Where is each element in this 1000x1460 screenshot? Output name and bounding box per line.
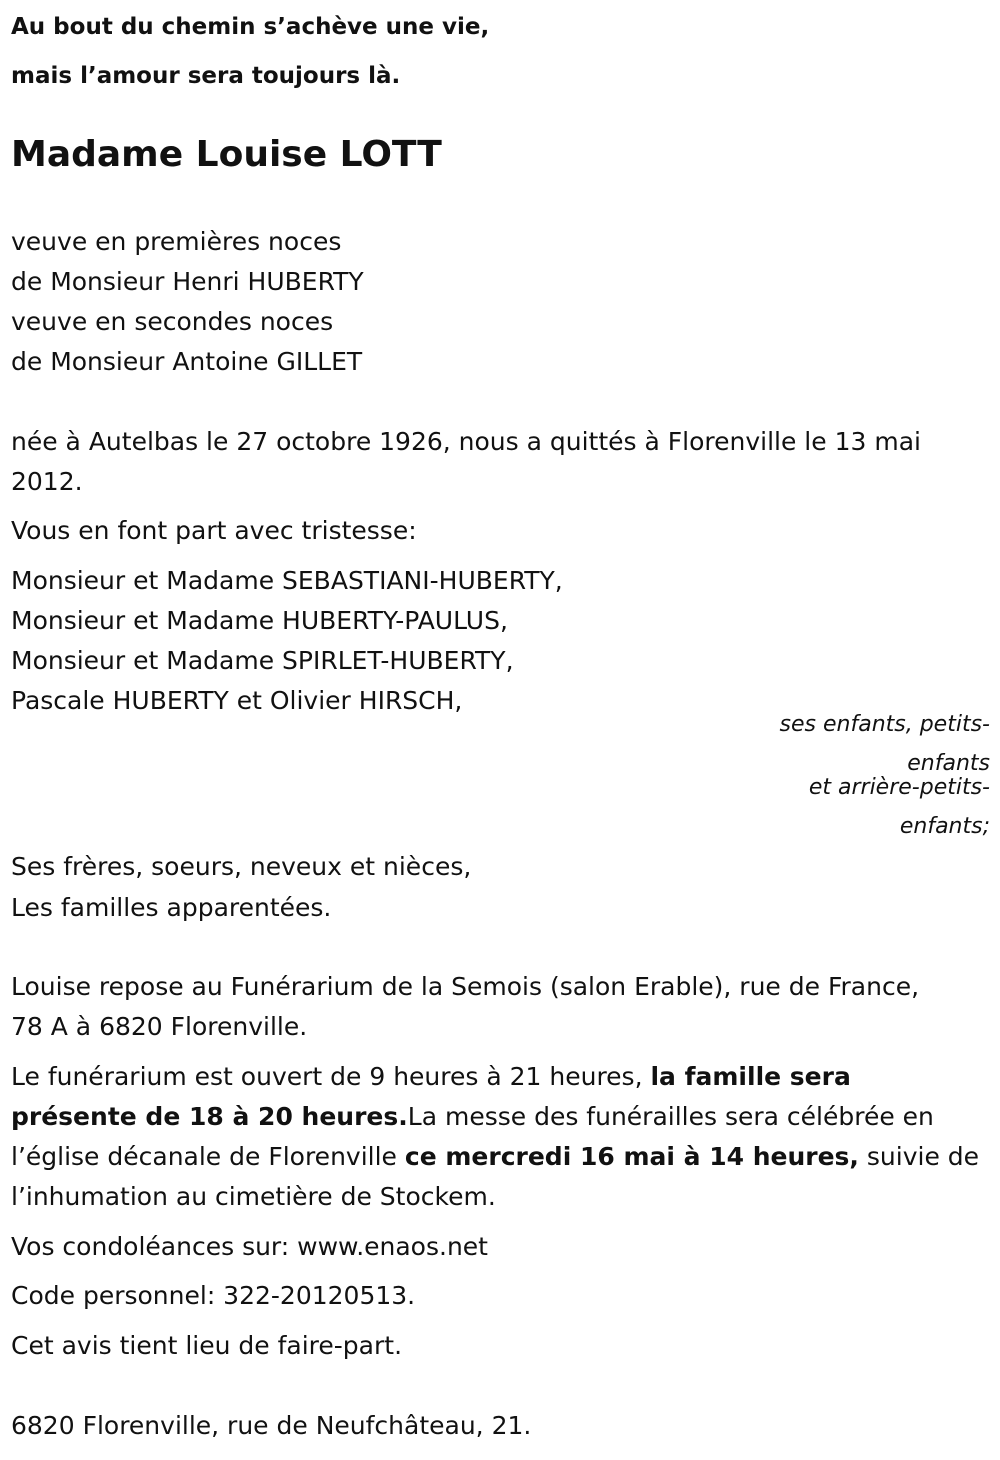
address-text: 6820 Florenville, rue de Neufchâteau, 21. bbox=[11, 1411, 532, 1440]
deceased-name: Madame Louise LOTT bbox=[11, 134, 442, 175]
family-presence-text: la famille sera bbox=[650, 1062, 851, 1091]
funeral-line-1 bbox=[11, 1057, 851, 1097]
marital-line-3: veuve en secondes noces bbox=[11, 307, 334, 336]
epigraph-line-2: mais l’amour sera toujours là. bbox=[11, 63, 401, 89]
family-member: Monsieur et Madame HUBERTY-PAULUS, bbox=[11, 606, 508, 635]
family-relation-line-4: enfants; bbox=[899, 814, 990, 839]
family-relation-line-1: ses enfants, petits- bbox=[779, 712, 990, 737]
funeral-line-2 bbox=[11, 1097, 934, 1137]
church-text: l’église décanale de Florenville bbox=[11, 1142, 405, 1171]
birth-death-line-2: 2012. bbox=[11, 467, 83, 496]
marital-line-4: de Monsieur Antoine GILLET bbox=[11, 347, 363, 376]
funeral-hours-text: Le funérarium est ouvert de 9 heures à 21 heures, bbox=[11, 1062, 651, 1091]
relatives-line-2: Les familles apparentées. bbox=[11, 893, 332, 922]
repose-line-2: 78 A à 6820 Florenville. bbox=[11, 1012, 308, 1041]
announcement-intro: Vous en font part avec tristesse: bbox=[11, 516, 417, 545]
funeral-line-4: l’inhumation au cimetière de Stockem. bbox=[11, 1182, 496, 1211]
family-relation-line-3: et arrière-petits- bbox=[808, 775, 990, 800]
followed-by-text: suivie de bbox=[858, 1142, 980, 1171]
epigraph-line-1: Au bout du chemin s’achève une vie, bbox=[11, 14, 490, 40]
funeral-date-text: ce mercredi 16 mai à 14 heures, bbox=[404, 1142, 859, 1171]
marital-line-2: de Monsieur Henri HUBERTY bbox=[11, 267, 364, 296]
marital-line-1: veuve en premières noces bbox=[11, 227, 342, 256]
personal-code: Code personnel: 322-20120513. bbox=[11, 1281, 416, 1310]
relatives-line-1: Ses frères, soeurs, neveux et nièces, bbox=[11, 852, 472, 881]
repose-line-1: Louise repose au Funérarium de la Semois (salon Erable), rue de France, bbox=[11, 972, 920, 1001]
birth-death-line-1: née à Autelbas le 27 octobre 1926, nous a quittés à Florenville le 13 mai bbox=[11, 427, 921, 456]
family-member: Monsieur et Madame SEBASTIANI-HUBERTY, bbox=[11, 566, 563, 595]
funeral-line-3 bbox=[11, 1137, 979, 1177]
mass-text: La messe des funérailles sera célébrée en bbox=[407, 1102, 934, 1131]
family-member: Monsieur et Madame SPIRLET-HUBERTY, bbox=[11, 646, 514, 675]
condolences-text: Vos condoléances sur: www.enaos.net bbox=[11, 1232, 488, 1261]
family-relation-line-2: enfants bbox=[907, 751, 990, 776]
notice-text: Cet avis tient lieu de faire-part. bbox=[11, 1331, 403, 1360]
family-presence-hours: présente de 18 à 20 heures. bbox=[11, 1102, 408, 1131]
family-member: Pascale HUBERTY et Olivier HIRSCH, bbox=[11, 686, 463, 715]
